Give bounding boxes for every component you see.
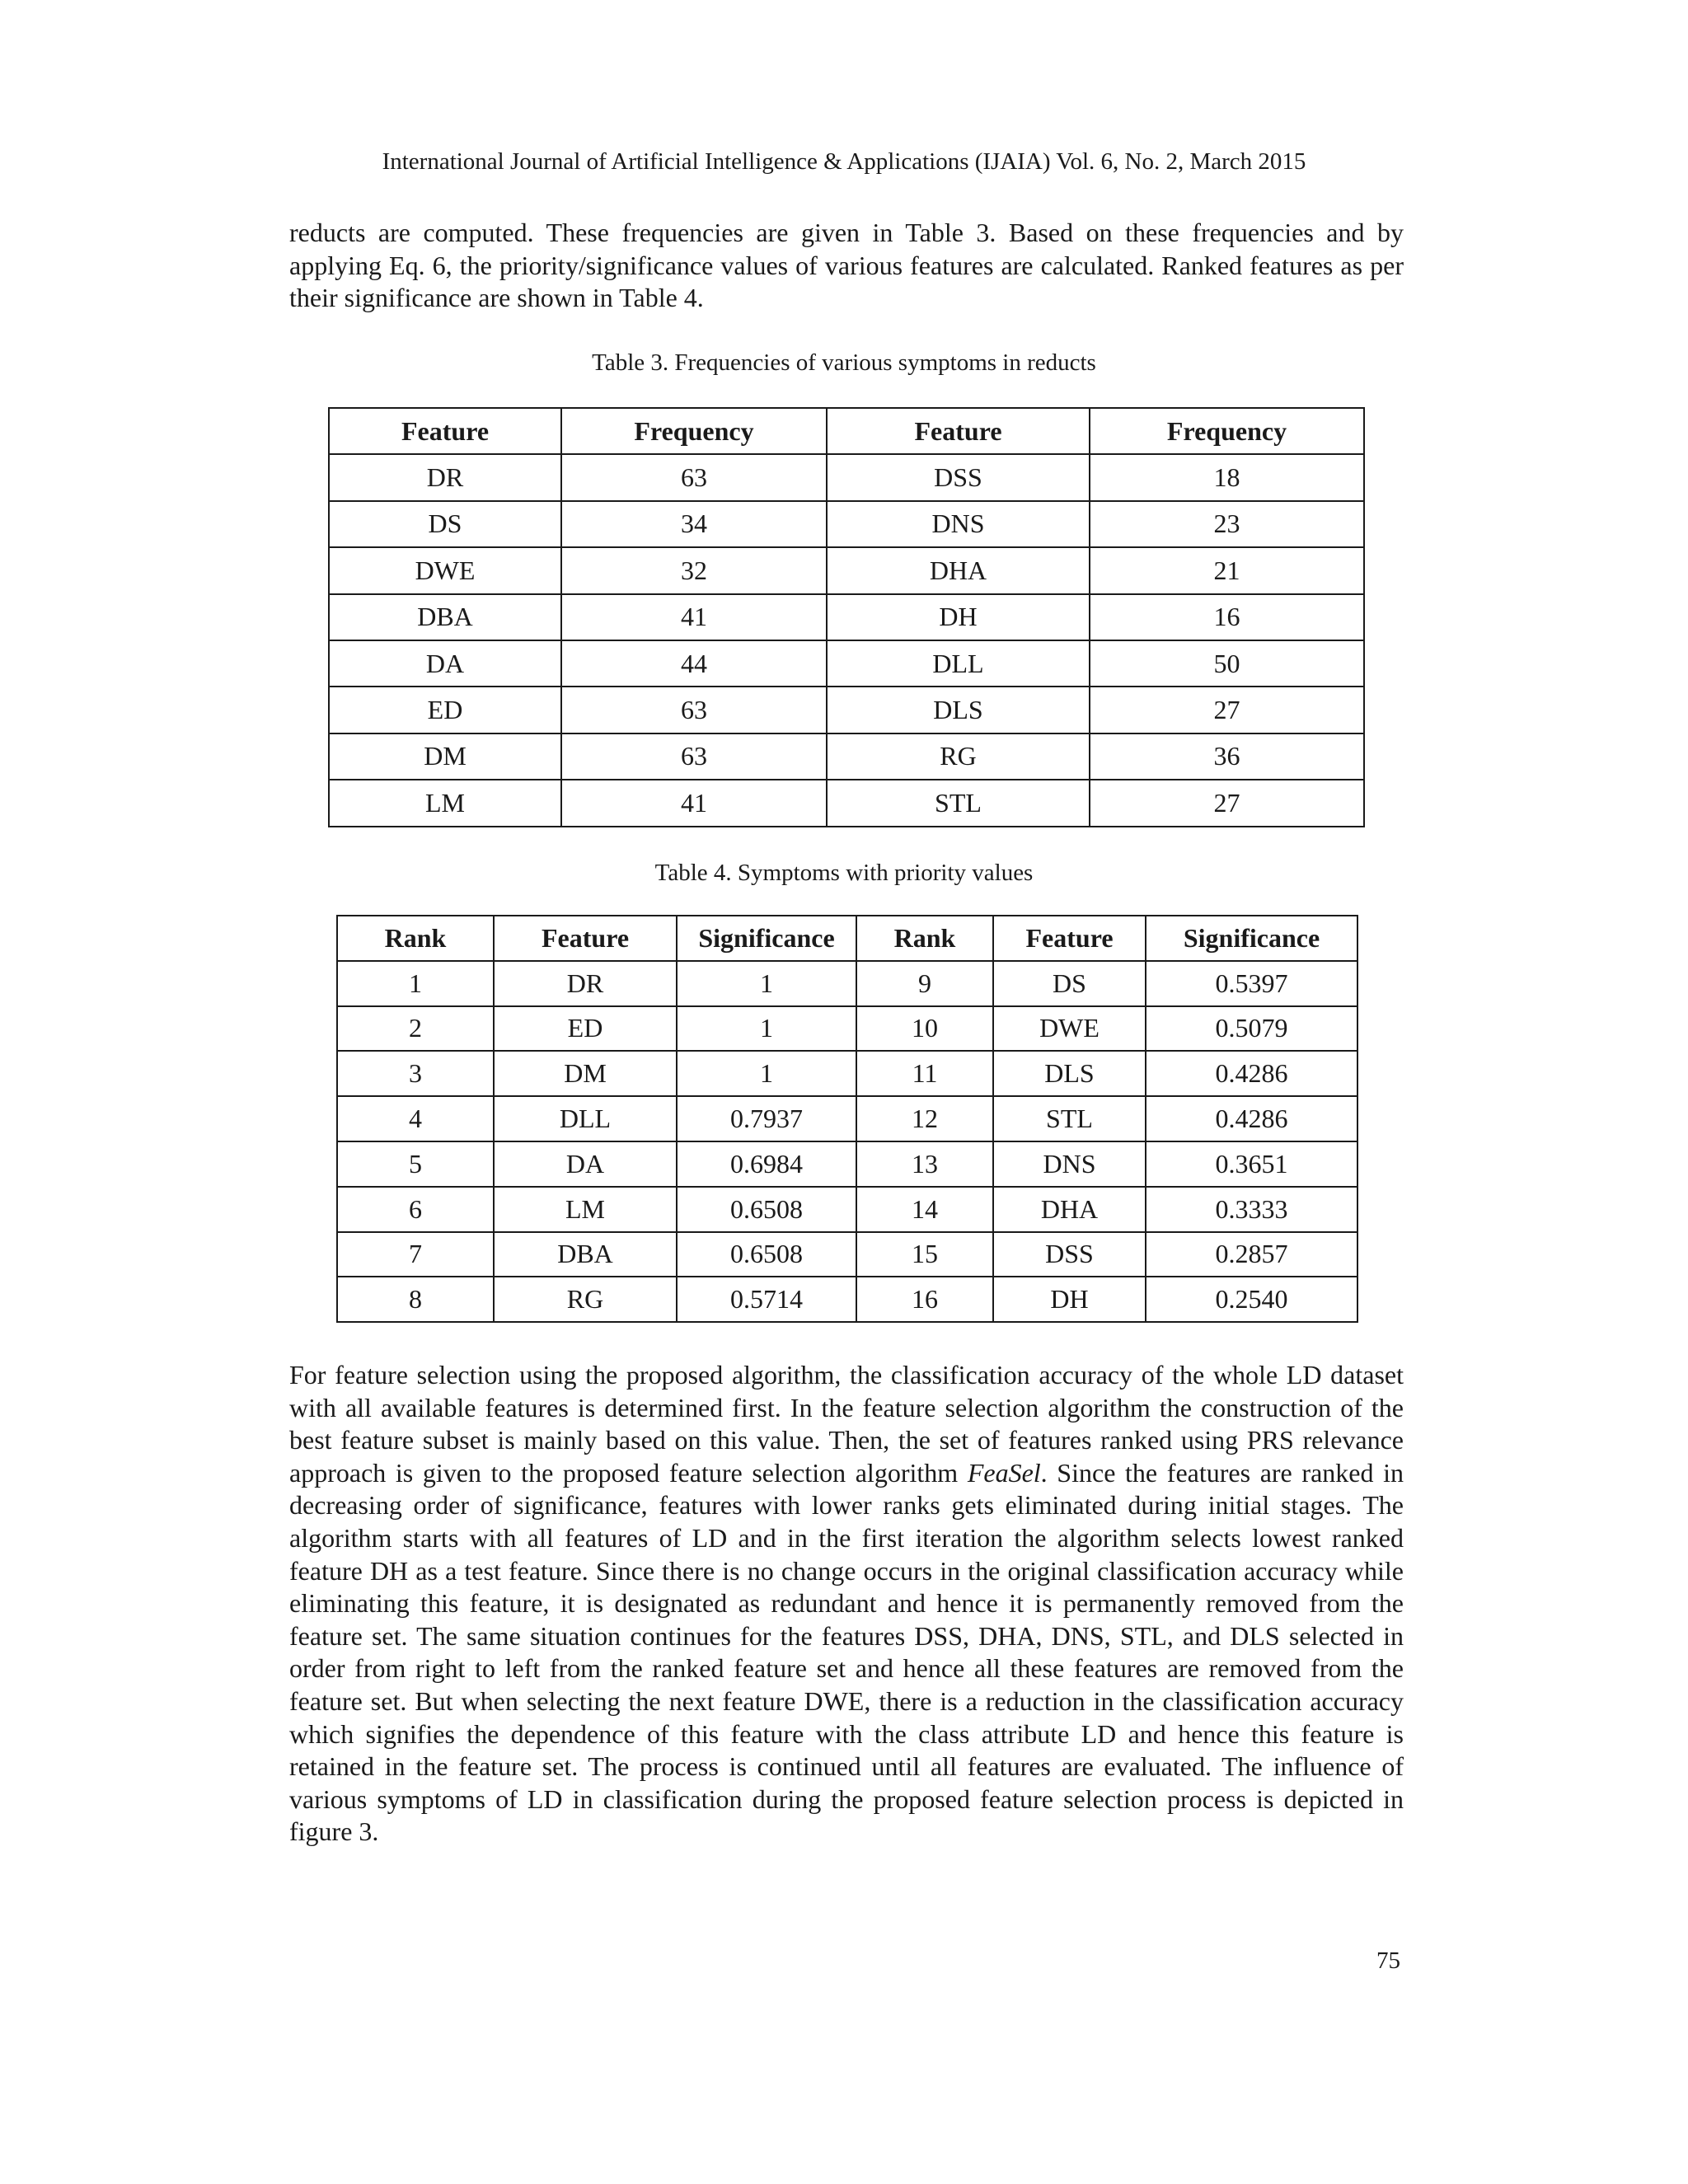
table-cell: 0.2857 [1146, 1232, 1357, 1277]
table-cell: 9 [856, 961, 993, 1006]
table-row [329, 501, 1364, 547]
table-cell: 8 [337, 1277, 494, 1322]
table-row [337, 1277, 1357, 1322]
table-cell: 63 [561, 733, 827, 780]
table-cell: DBA [329, 594, 561, 640]
table-cell: 2 [337, 1006, 494, 1052]
table-cell: 1 [337, 961, 494, 1006]
table-cell: ED [494, 1006, 677, 1052]
table-cell: 0.5714 [677, 1277, 856, 1322]
table-cell: 23 [1090, 501, 1364, 547]
frequency-table [328, 407, 1365, 827]
paragraph-text-part: . Since the features are ranked in decreasing order of significance, features with lower ranks gets eliminated during initial stages. The algorithm starts with all features of LD and in the first iteration the algorithm selects lowest ranked feature DH as a test feature. Since there is no change occurs in the original classification accuracy while eliminating this feature, it is designated as redundant and hence it is permanently removed from the feature set. The same situation continues for the features DSS, DHA, DNS, STL, and DLS selected in order from right to left from the ranked feature set and hence all these features are removed from the feature set. But when selecting the next feature DWE, there is a reduction in the classification accuracy which signifies the dependence of this feature with the class attribute LD and hence this feature is retained in the feature set. The process is continued until all features are evaluated. The influence of various symptoms of LD in classification during the proposed feature selection process is depicted in figure 3. [289, 1457, 1404, 1847]
table-cell: DR [494, 961, 677, 1006]
table-cell: 14 [856, 1187, 993, 1232]
table-row [337, 1096, 1357, 1141]
table-cell: 32 [561, 547, 827, 593]
table-cell: DH [827, 594, 1090, 640]
table-cell: 0.6984 [677, 1141, 856, 1187]
table-cell: 41 [561, 594, 827, 640]
table-row [337, 1006, 1357, 1052]
table-cell: 3 [337, 1051, 494, 1096]
table-row [329, 640, 1364, 687]
running-header: International Journal of Artificial Intelligence & Applications (IJAIA) Vol. 6, No. 2, March 2015 [382, 148, 1306, 175]
table-cell: DLS [827, 687, 1090, 733]
table-row [337, 1141, 1357, 1187]
table-cell: DR [329, 454, 561, 500]
table-cell: 13 [856, 1141, 993, 1187]
header-cell: Frequency [1090, 408, 1364, 454]
table-cell: DA [329, 640, 561, 687]
table3-caption: Table 3. Frequencies of various symptoms in reducts [592, 349, 1096, 376]
header-cell: Frequency [561, 408, 827, 454]
table-header-row [337, 916, 1357, 961]
header-cell: Feature [494, 916, 677, 961]
table-cell: 16 [1090, 594, 1364, 640]
table-cell: 21 [1090, 547, 1364, 593]
table-row [329, 454, 1364, 500]
table-cell: STL [993, 1096, 1146, 1141]
table-cell: 0.3651 [1146, 1141, 1357, 1187]
table-cell: 63 [561, 454, 827, 500]
table-cell: 5 [337, 1141, 494, 1187]
table-cell: STL [827, 780, 1090, 826]
paragraph-text-part: For feature selection using the proposed algorithm, the classification accuracy of the whole LD dataset with all available features is determined first. In the feature selection algorithm the construction of the best feature subset is mainly based on this value. Then, the set of features ranked using PRS relevance approach is given to the proposed feature selection algorithm [289, 1360, 1404, 1488]
table-cell: 16 [856, 1277, 993, 1322]
table-cell: 0.5079 [1146, 1006, 1357, 1052]
table-cell: RG [494, 1277, 677, 1322]
table-cell: LM [329, 780, 561, 826]
table-cell: DWE [329, 547, 561, 593]
table-cell: DM [329, 733, 561, 780]
header-cell: Rank [337, 916, 494, 961]
table-cell: DS [993, 961, 1146, 1006]
table-cell: 0.5397 [1146, 961, 1357, 1006]
table-cell: 1 [677, 1006, 856, 1052]
header-cell: Feature [827, 408, 1090, 454]
table-cell: 1 [677, 1051, 856, 1096]
table-cell: 36 [1090, 733, 1364, 780]
table-row [337, 1232, 1357, 1277]
table-cell: 4 [337, 1096, 494, 1141]
header-cell: Significance [677, 916, 856, 961]
table-cell: 0.2540 [1146, 1277, 1357, 1322]
table-cell: DLL [494, 1096, 677, 1141]
table-row [329, 687, 1364, 733]
header-cell: Rank [856, 916, 993, 961]
table-cell: 15 [856, 1232, 993, 1277]
feature-selection-paragraph [289, 1359, 1404, 1849]
table-row [329, 547, 1364, 593]
table-cell: 50 [1090, 640, 1364, 687]
table4-caption: Table 4. Symptoms with priority values [654, 860, 1034, 886]
table-cell: 7 [337, 1232, 494, 1277]
table-cell: DH [993, 1277, 1146, 1322]
table-cell: 18 [1090, 454, 1364, 500]
table-row [337, 1051, 1357, 1096]
table-cell: DS [329, 501, 561, 547]
table-cell: 41 [561, 780, 827, 826]
table-row [329, 594, 1364, 640]
header-cell: Feature [993, 916, 1146, 961]
priority-table [336, 915, 1358, 1323]
table-cell: 0.4286 [1146, 1051, 1357, 1096]
table-cell: 1 [677, 961, 856, 1006]
table-row [337, 1187, 1357, 1232]
table-cell: 44 [561, 640, 827, 687]
table-cell: DSS [827, 454, 1090, 500]
table-cell: DA [494, 1141, 677, 1187]
table-cell: DLS [993, 1051, 1146, 1096]
table-cell: DM [494, 1051, 677, 1096]
table-cell: 10 [856, 1006, 993, 1052]
table-cell: 63 [561, 687, 827, 733]
table-cell: 0.4286 [1146, 1096, 1357, 1141]
table-row [337, 961, 1357, 1006]
table-cell: 0.6508 [677, 1187, 856, 1232]
table-cell: DHA [827, 547, 1090, 593]
table-cell: 12 [856, 1096, 993, 1141]
table-cell: 34 [561, 501, 827, 547]
intro-paragraph: reducts are computed. These frequencies are given in Table 3. Based on these frequencies and by applying Eq. 6, the priority/significance values of various features are calculated. Ranked features as per their significance are shown in Table 4. [289, 218, 1404, 313]
table-cell: 0.7937 [677, 1096, 856, 1141]
table-cell: 6 [337, 1187, 494, 1232]
table-cell: LM [494, 1187, 677, 1232]
table-cell: DBA [494, 1232, 677, 1277]
algorithm-name: FeaSel [967, 1457, 1041, 1488]
table-cell: RG [827, 733, 1090, 780]
table-cell: 11 [856, 1051, 993, 1096]
table-cell: DSS [993, 1232, 1146, 1277]
table-cell: 0.3333 [1146, 1187, 1357, 1232]
table-cell: DHA [993, 1187, 1146, 1232]
table-cell: DNS [827, 501, 1090, 547]
table-cell: 27 [1090, 780, 1364, 826]
table-header-row [329, 408, 1364, 454]
table-cell: 27 [1090, 687, 1364, 733]
table-cell: ED [329, 687, 561, 733]
table-row [329, 780, 1364, 826]
table-cell: DWE [993, 1006, 1146, 1052]
header-cell: Feature [329, 408, 561, 454]
table-cell: 0.6508 [677, 1232, 856, 1277]
table-row [329, 733, 1364, 780]
page-number: 75 [1376, 1947, 1400, 1974]
table-cell: DLL [827, 640, 1090, 687]
table-cell: DNS [993, 1141, 1146, 1187]
header-cell: Significance [1146, 916, 1357, 961]
